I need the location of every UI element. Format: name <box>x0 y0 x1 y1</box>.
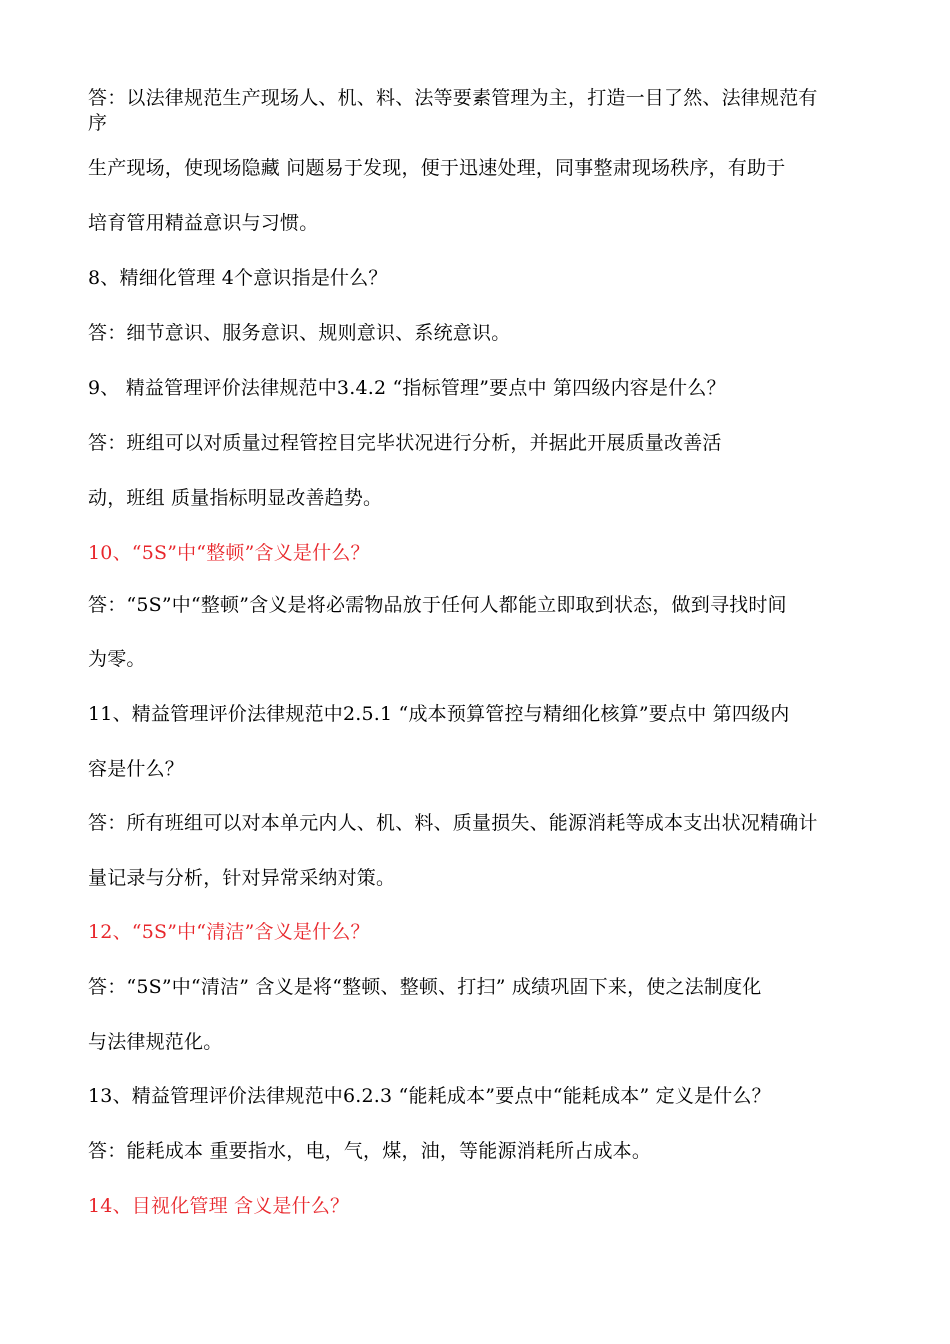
text-line: 动，班组 质量指标明显改善趋势。 <box>88 487 383 509</box>
text-line: 答：以法律规范生产现场人、机、料、法等要素管理为主，打造一目了然、法律规范有 <box>88 87 818 109</box>
answer-line: 答：所有班组可以对本单元内人、机、料、质量损失、能源消耗等成本支出状况精确计 <box>88 812 818 834</box>
highlighted-question-line: 12、“5S”中“清洁”含义是什么？ <box>88 921 370 943</box>
question-line: 8、精细化管理 4个意识指是什么？ <box>88 267 388 289</box>
text-line: 生产现场，使现场隐藏 问题易于发现，便于迅速处理，同事整肃现场秩序，有助于 <box>88 157 786 179</box>
text-line: 为零。 <box>88 648 146 670</box>
text-line: 培育管用精益意识与习惯。 <box>88 212 319 234</box>
highlighted-question-line: 10、“5S”中“整顿”含义是什么？ <box>88 542 370 564</box>
question-line: 11、精益管理评价法律规范中2.5.1 “成本预算管控与精细化核算”要点中 第四级内 <box>88 703 790 725</box>
highlighted-question-line: 14、目视化管理 含义是什么？ <box>88 1195 350 1217</box>
question-line: 13、精益管理评价法律规范中6.2.3 “能耗成本”要点中“能耗成本” 定义是什么？ <box>88 1085 771 1107</box>
answer-line: 答：班组可以对质量过程管控目完毕状况进行分析，并据此开展质量改善活 <box>88 432 722 454</box>
text-line: 量记录与分析，针对异常采纳对策。 <box>88 867 396 889</box>
text-line: 与法律规范化。 <box>88 1031 223 1053</box>
answer-line: 答：细节意识、服务意识、规则意识、系统意识。 <box>88 322 511 344</box>
answer-line: 答：“5S”中“清洁” 含义是将“整顿、整顿、打扫” 成绩巩固下来，使之法制度化 <box>88 976 762 998</box>
text-line: 序 <box>88 112 108 134</box>
text-line: 容是什么？ <box>88 758 185 780</box>
answer-line: 答：“5S”中“整顿”含义是将必需物品放于任何人都能立即取到状态，做到寻找时间 <box>88 594 787 616</box>
question-line: 9、 精益管理评价法律规范中3.4.2 “指标管理”要点中 第四级内容是什么？ <box>88 377 726 399</box>
answer-line: 答：能耗成本 重要指水，电，气，煤，油，等能源消耗所占成本。 <box>88 1140 652 1162</box>
